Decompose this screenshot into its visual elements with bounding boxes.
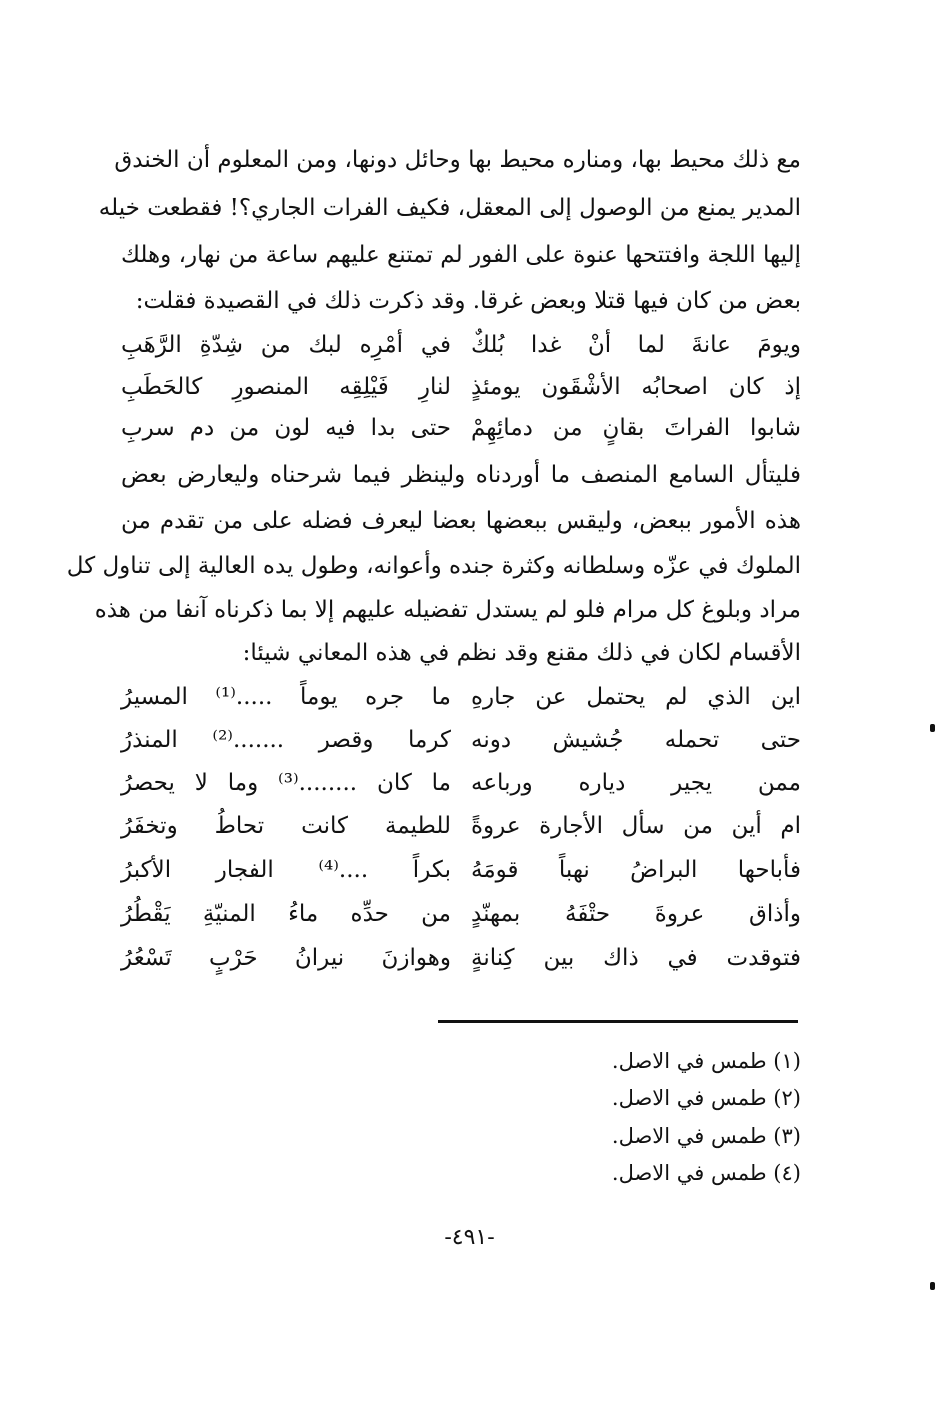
verse-second-hemistich: ما جره يوماً .....⁽¹⁾ المسيرُ: [121, 684, 451, 710]
verse-first-hemistich: ام أين من سأل الأجارة عروةً: [471, 813, 801, 839]
verse-second-hemistich: حتى بدا فيه لون من دم سربِ: [121, 415, 451, 441]
footnote: (٤) طمس في الاصل.: [611, 1161, 801, 1185]
verse-row: [121, 720, 801, 760]
page-number: -٤٩١-: [444, 1225, 495, 1250]
prose-line: فليتأل السامع المنصف ما أوردناه ولينظر فيما شرحناه وليعارض بعض: [121, 462, 801, 488]
verse-first-hemistich: ويومَ عانةَ لما أنْ غدا بُلكٌ: [471, 332, 801, 358]
verse-first-hemistich: وأذاق عروةَ حتْفَهُ بمهنّدٍ: [471, 901, 801, 927]
verse-row: [121, 806, 801, 846]
verse-row: [121, 938, 801, 978]
verse-row: [121, 850, 801, 890]
verse-second-hemistich: بكراً ....⁽⁴⁾ الفجار الأكبرُ: [121, 857, 451, 883]
verse-second-hemistich: كرما وقصر .......⁽²⁾ المنذرُ: [121, 727, 452, 753]
verse-second-hemistich: وهوازنَ نيرانُ حَرْبٍ تَسْعُرُ: [121, 945, 451, 971]
footnote: (٣) طمس في الاصل.: [611, 1124, 801, 1148]
prose-line: الأقسام لكان في ذلك مقنع وقد نظم في هذه المعاني شيئا:: [242, 640, 801, 666]
scan-speck: [930, 724, 935, 732]
verse-first-hemistich: اين الذي لم يحتمل عن جارهِ: [471, 684, 801, 710]
verse-row: [121, 894, 801, 934]
verse-first-hemistich: إذ كان اصحابُه الأشْقَون يومئذٍ: [471, 374, 801, 400]
verse-first-hemistich: فأباحها البراضُ نهباً قومَهُ: [471, 857, 801, 883]
prose-line: إليها اللجة وافتتحها عنوة على الفور لم تمتنع عليهم ساعة من نهار، وهلك: [121, 242, 801, 268]
prose-line: الملوك في عزّه وسلطانه وكثرة جنده وأعوانه، وطول يده العالية إلى تناول كل: [66, 553, 801, 579]
prose-line: بعض من كان فيها قتلا وبعض غرقا. وقد ذكرت ذلك في القصيدة فقلت:: [135, 288, 801, 314]
verse-second-hemistich: من حدِّه ماءُ المنيّةِ يَقْطُرُ: [121, 901, 451, 927]
verse-first-hemistich: حتى تحمله جُشيش دونه: [471, 727, 801, 753]
scan-speck: [930, 1282, 935, 1290]
verse-row: [121, 325, 801, 365]
footnote: (٢) طمس في الاصل.: [611, 1086, 801, 1110]
prose-line: مع ذلك محيط بها، ومناره محيط بها وحائل دونها، ومن المعلوم أن الخندق: [114, 147, 801, 173]
footnote-divider: [438, 1020, 798, 1023]
prose-line: المدير يمنع من الوصول إلى المعقل، فكيف الفرات الجاري؟! فقطعت خيله: [98, 195, 801, 221]
verse-first-hemistich: فتوقدت في ذاك بين كِنانةٍ: [471, 945, 801, 971]
prose-line: مراد وبلوغ كل مرام فلو لم يستدل تفضيله عليهم إلا بما ذكرناه آنفا من هذه: [94, 597, 801, 623]
prose-line: هذه الأمور ببعض، وليقس ببعضها بعضا ليعرف فضله على من تقدم من: [121, 508, 801, 534]
verse-row: [121, 763, 801, 803]
verse-row: [121, 408, 801, 448]
verse-second-hemistich: في أمْرِه لبك من شِدّةِ الرَّهَبِ: [121, 332, 451, 358]
verse-second-hemistich: للطيمة كانت تحاطُ وتخفَرُ: [121, 813, 451, 839]
verse-first-hemistich: ممن يجير دياره ورباعه: [471, 770, 801, 796]
verse-row: [121, 367, 801, 407]
footnote: (١) طمس في الاصل.: [611, 1049, 801, 1073]
verse-second-hemistich: ما كان ........⁽³⁾ وما لا يحصرُ: [121, 770, 451, 796]
verse-first-hemistich: شابوا الفراتَ بقانٍ من دمائِهِمْ: [471, 415, 801, 441]
verse-second-hemistich: لنارِ فَيْلِقِه المنصورِ كالحَطَبِ: [121, 374, 451, 400]
verse-row: [121, 677, 801, 717]
